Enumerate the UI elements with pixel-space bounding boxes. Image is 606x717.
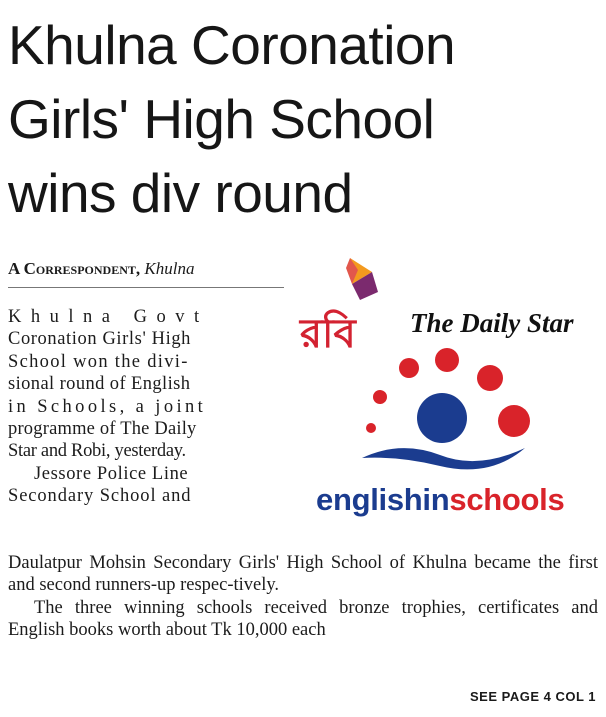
text-line: in Schools, a joint xyxy=(8,396,207,417)
robi-mark-icon xyxy=(346,258,378,300)
emblem-dot xyxy=(477,365,503,391)
text-line: Secondary School and xyxy=(8,486,192,507)
emblem-wave xyxy=(362,448,525,469)
english-in-schools-logo xyxy=(316,482,564,518)
jump-reference: SEE PAGE 4 COL 1 xyxy=(469,689,596,704)
byline-author: A Correspondent, xyxy=(8,259,141,278)
eis-logo-part: schools xyxy=(449,482,565,517)
robi-logo: রবি xyxy=(300,311,356,357)
eis-logo-part: englishin xyxy=(316,482,450,517)
headline-line: Khulna Coronation xyxy=(8,14,456,76)
text-line: sional round of English xyxy=(8,374,191,395)
daily-star-logo: The Daily Star xyxy=(410,308,574,338)
emblem-dot xyxy=(366,423,376,433)
headline-line: Girls' High School xyxy=(8,88,435,150)
text-line: Coronation Girls' High xyxy=(8,329,192,350)
english-in-schools-emblem-icon xyxy=(362,348,530,469)
text-line: School won the divi- xyxy=(8,351,189,372)
paragraph-2-end: Daulatpur Mohsin Secondary Girls' High School of Khulna became the first and second runners-up respec-tively. xyxy=(8,553,598,596)
headline-line: wins div round xyxy=(8,162,353,224)
text-line: Jessore Police Line xyxy=(34,463,189,484)
text-line: programme of The Daily xyxy=(8,419,197,440)
text-line: Star and Robi, yesterday. xyxy=(8,441,186,462)
byline-location: Khulna xyxy=(144,259,195,278)
emblem-center-dot xyxy=(417,393,467,443)
emblem-dot xyxy=(498,405,530,437)
emblem-dot xyxy=(373,390,387,404)
emblem-dot xyxy=(399,358,419,378)
paragraph-3: The three winning schools received bronze trophies, certificates and English books worth about Tk 10,000 each xyxy=(8,597,598,641)
emblem-dot xyxy=(435,348,459,372)
text-line: Khulna Govt xyxy=(8,307,209,327)
